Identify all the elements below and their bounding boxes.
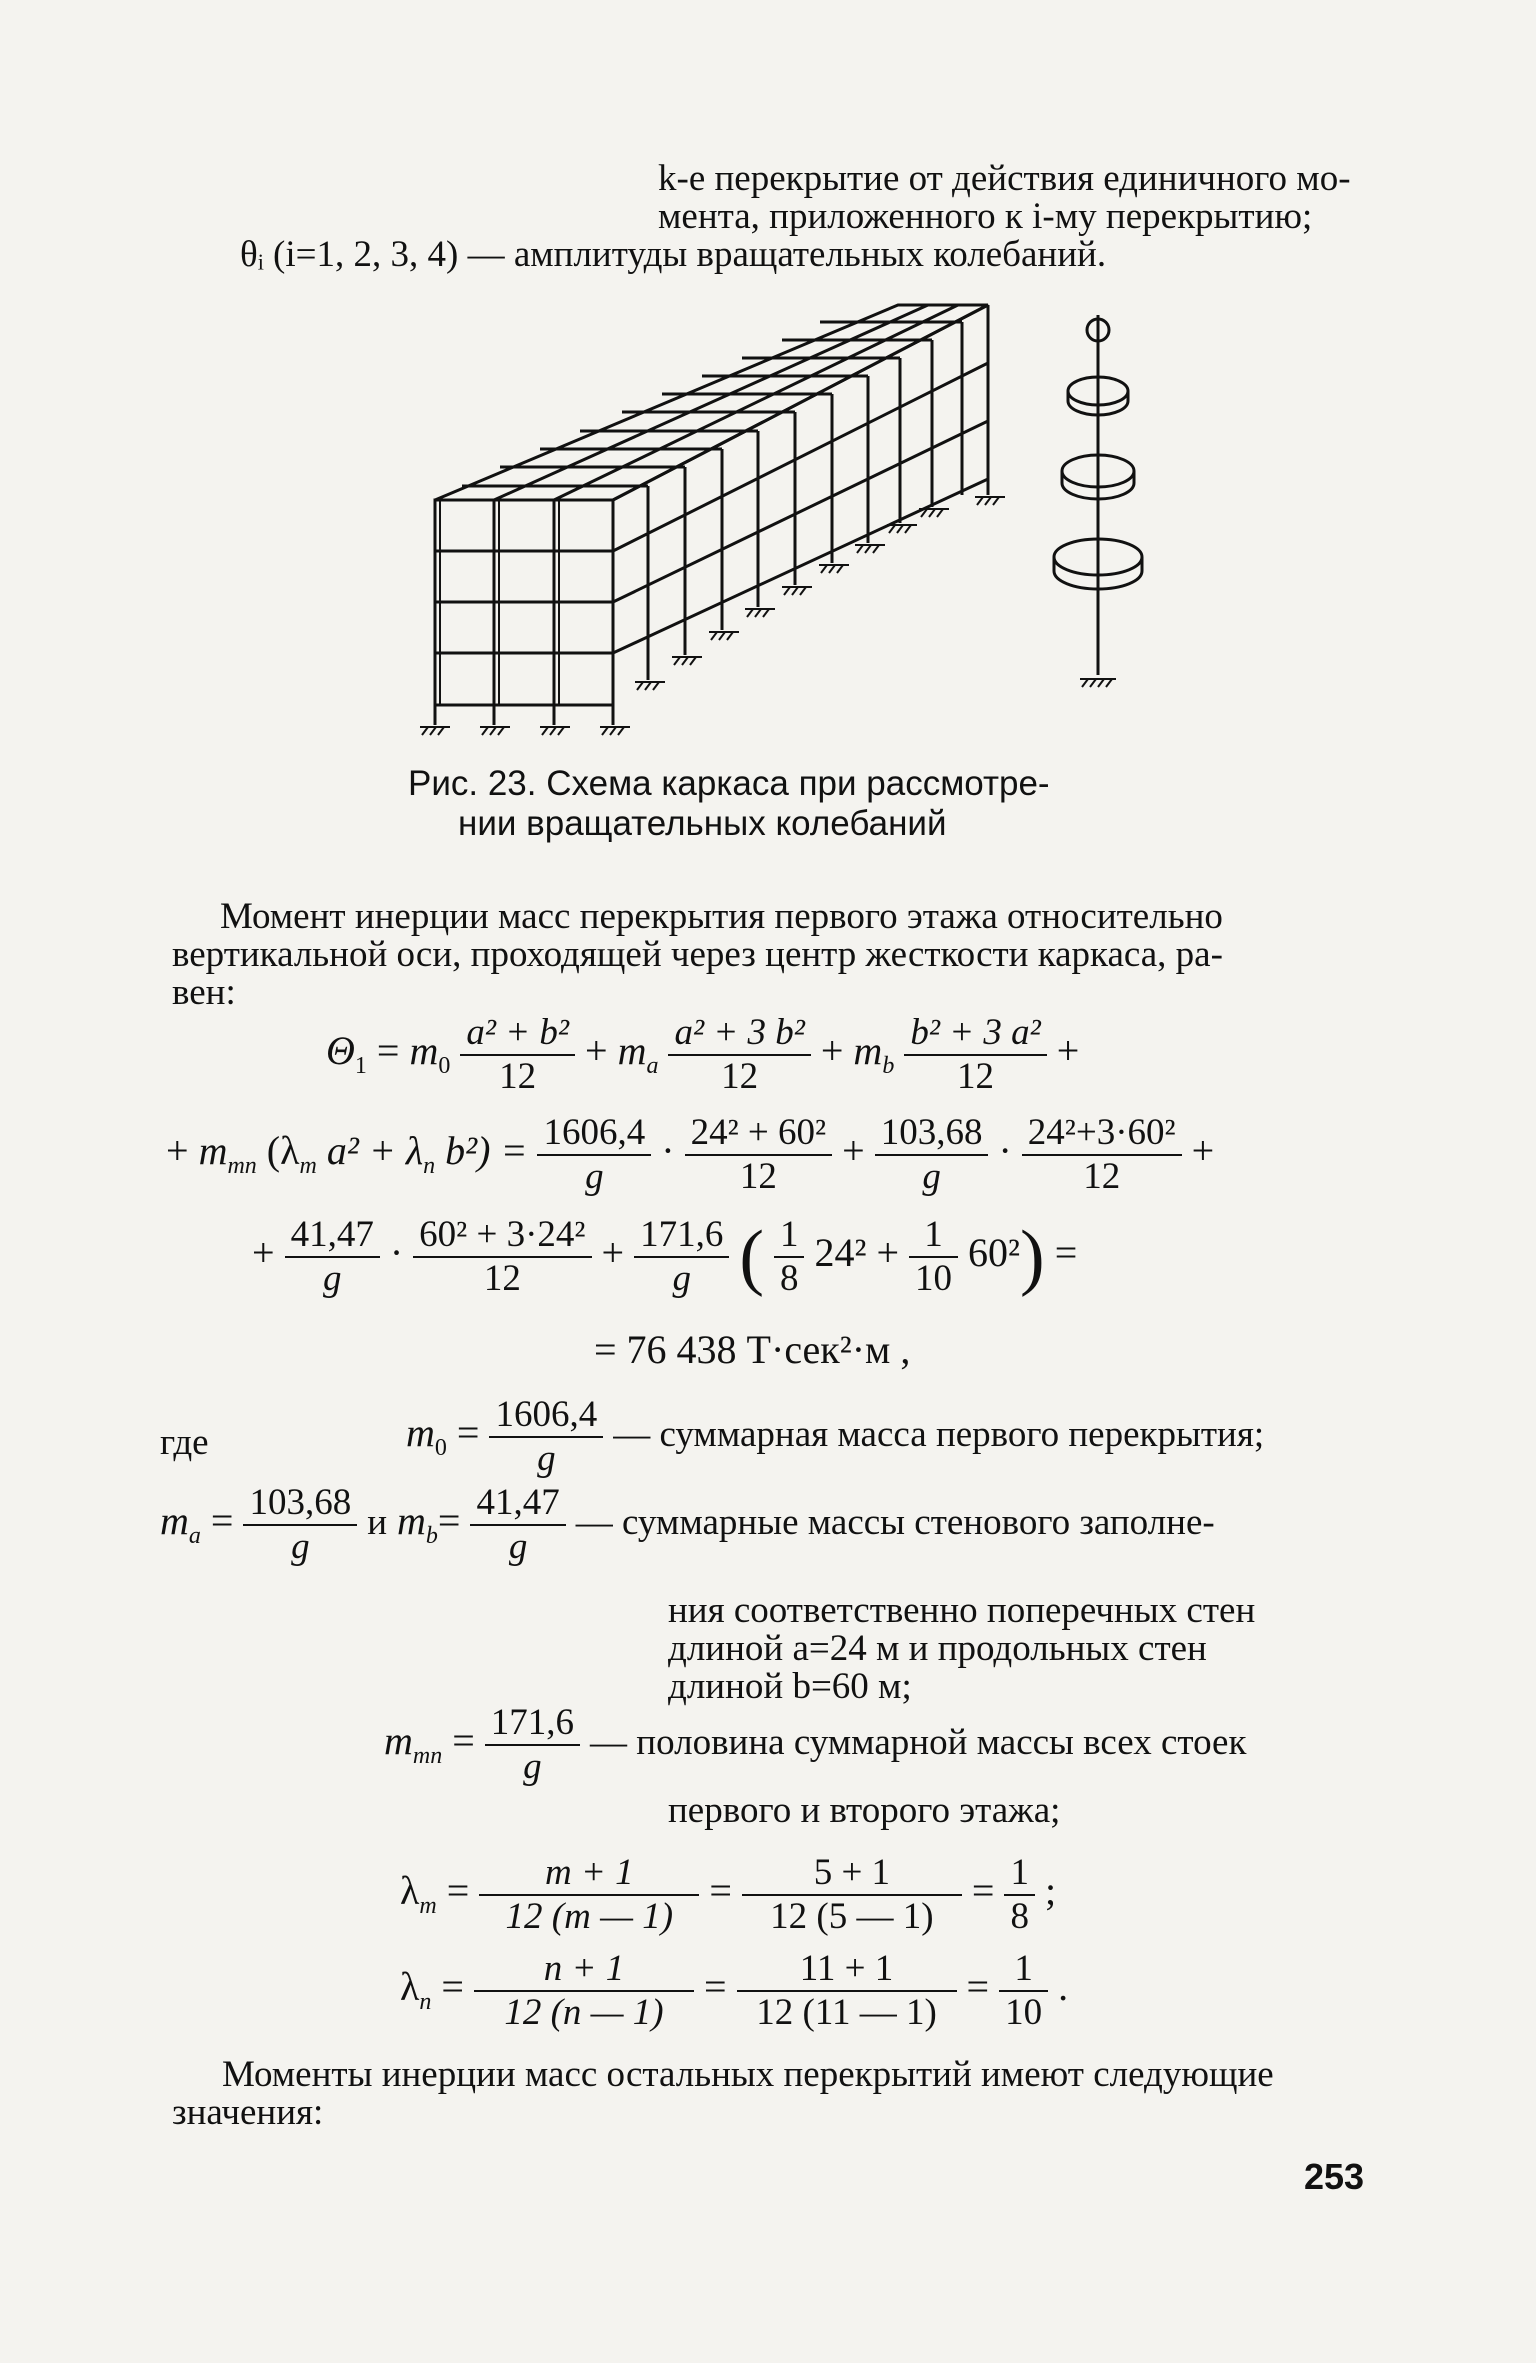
equation-line-3: + $\frac{41,47}{g}$ · $\frac{\text{60² + 3·24²}}{12}$ + $\frac{171,6}{g}$ ( $\frac{1}{8}$ 24² + $\frac{1}{10}$ 60²) =	[252, 1214, 1078, 1299]
mb-symbol: m	[853, 1028, 883, 1074]
top-line-1: k-е перекрытие от действия единичного мо-	[658, 158, 1351, 199]
fraction-10	[634, 1214, 729, 1300]
fraction-1-den: 12	[499, 1056, 537, 1097]
fraction-8-num: 41,47	[290, 1214, 374, 1255]
fraction-3-num: b² + 3 a²	[910, 1012, 1041, 1053]
top-line-2: мента, приложенного к i-му перекрытию;	[658, 196, 1313, 237]
equation-line-2: + $m_{mn}$ ($\lambda_m$ $a^2 + \lambda_n$ b²) = $\frac{1606,4}{g}$ · $\frac{\text{24² + 60²}}{12}$ + $\frac{103,68}{g}$ · $\frac{\text{24²+3·60²}}{12}$ +	[166, 1112, 1215, 1197]
mmn-symbol: m	[198, 1128, 228, 1174]
para1-line-1: Момент инерции масс перекрытия первого этажа относительно	[220, 896, 1223, 937]
fraction-12-num: 1	[924, 1214, 943, 1255]
term-24: 24² +	[814, 1230, 900, 1276]
def-ma-subscript: a	[188, 1523, 201, 1550]
lambda-mid: a² + λ	[326, 1128, 424, 1174]
top-line-3: θᵢ (i=1, 2, 3, 4) — амплитуды вращательных колебаний.	[240, 234, 1107, 275]
lambda-n-subscript: n	[423, 1153, 436, 1180]
fraction-1-num: a² + b²	[466, 1012, 569, 1053]
def-mmn-den: g	[523, 1746, 542, 1787]
def-mmn: $m_{mn}$ = $\frac{171,6}{g}$ — половина суммарной массы всех стоек	[384, 1702, 1247, 1787]
def-ma-cont-3: длиной b=60 м;	[668, 1666, 912, 1707]
fraction-8-den: g	[322, 1258, 342, 1299]
term-60: 60²	[968, 1230, 1021, 1276]
def-mb-den: g	[508, 1526, 528, 1567]
lambda-m-fraction-2	[742, 1852, 962, 1938]
def-m0: $m_0$ = $\frac{1606,4}{g}$ — суммарная масса первого перекрытия;	[406, 1394, 1265, 1479]
def-m0-den: g	[537, 1438, 556, 1479]
def-mb-fraction	[470, 1482, 565, 1568]
lambda-m-den-3: 8	[1010, 1896, 1029, 1937]
mb-subscript: b	[882, 1053, 895, 1080]
lambda-n-num-2: 11 + 1	[799, 1948, 894, 1989]
fraction-12-den: 10	[915, 1258, 953, 1299]
fraction-12	[909, 1214, 958, 1300]
front-face-grid	[435, 500, 613, 725]
fraction-7	[1022, 1112, 1182, 1198]
def-ma-symbol: m	[160, 1498, 189, 1544]
def-mb-subscript: b	[425, 1523, 438, 1550]
def-mmn-subscript: mn	[412, 1743, 443, 1770]
def-mmn-fraction	[485, 1702, 580, 1788]
fraction-3	[904, 1012, 1046, 1098]
lambda-n-num-1: n + 1	[543, 1948, 625, 1989]
mmn-subscript: mn	[227, 1153, 257, 1180]
fraction-2	[668, 1012, 810, 1098]
fraction-5-den: 12	[739, 1156, 777, 1197]
def-mmn-num: 171,6	[490, 1702, 575, 1743]
fraction-4-num: 1606,4	[543, 1112, 646, 1153]
fraction-5	[685, 1112, 833, 1198]
lambda-m-equation: $\lambda_m$ = $\frac{m + 1}{12 (m — 1)}$ = $\frac{5 + 1}{12 (5 — 1)}$ = $\frac{1}{8}$ ;	[400, 1852, 1057, 1937]
lambda-m-fraction-3	[1004, 1852, 1035, 1938]
para1-line-3: вен:	[172, 972, 236, 1013]
para1-line-2: вертикальной оси, проходящей через центр жесткости каркаса, ра-	[172, 934, 1223, 975]
def-and: и	[367, 1502, 388, 1544]
frame-figure	[400, 295, 1160, 745]
page-number: 253	[1304, 2156, 1365, 2197]
lambda-n-den-3: 10	[1005, 1992, 1043, 2033]
lambda-n-den-2: 12 (11 — 1)	[756, 1992, 937, 2033]
fraction-4-den: g	[585, 1156, 604, 1197]
fraction-10-den: g	[672, 1258, 691, 1299]
lambda-n-equation: $\lambda_n$ = $\frac{n + 1}{12 (n — 1)}$ = $\frac{11 + 1}{12 (11 — 1)}$ = $\frac{1}{10}$ .	[400, 1948, 1069, 2033]
def-ma-den: g	[291, 1526, 310, 1567]
def-mb-symbol: m	[397, 1498, 426, 1544]
lambda-m-den-2: 12 (5 — 1)	[770, 1896, 934, 1937]
equation-result: = 76 438 Т·сек²·м ,	[594, 1327, 911, 1372]
fraction-6	[875, 1112, 989, 1198]
fraction-3-den: 12	[957, 1056, 995, 1097]
def-mmn-cont: первого и второго этажа;	[668, 1790, 1061, 1831]
lambda-n-fraction-1	[474, 1948, 694, 2034]
fraction-7-den: 12	[1083, 1156, 1121, 1197]
m0-subscript: 0	[438, 1053, 451, 1080]
fraction-6-den: g	[922, 1156, 941, 1197]
def-mmn-symbol: m	[384, 1718, 413, 1764]
fraction-9-num: 60² + 3·24²	[419, 1214, 586, 1255]
ma-subscript: a	[646, 1053, 659, 1080]
lambda-end: b²) =	[445, 1128, 528, 1174]
lambda-n-den-1: 12 (n — 1)	[504, 1992, 664, 2033]
equation-line-1: $\Theta_1 = m_0$ $\frac{\text{a² + b²}}{12}$ + $m_a$ $\frac{\text{a² + 3 b²}}{12}$ + $m_b$ $\frac{\text{b² + 3 a²}}{12}$ +	[326, 1012, 1080, 1097]
lambda-n-fraction-3	[999, 1948, 1048, 2034]
lambda-n-fraction-2	[737, 1948, 957, 2034]
theta-subscript: 1	[354, 1053, 367, 1080]
lambda-m-num-2: 5 + 1	[813, 1852, 891, 1893]
fraction-11-num: 1	[779, 1214, 799, 1255]
def-m0-fraction	[489, 1394, 603, 1480]
fraction-11-den: 8	[779, 1258, 799, 1299]
def-ma-fraction	[243, 1482, 357, 1568]
fraction-2-num: a² + 3 b²	[674, 1012, 805, 1053]
def-ma-num: 103,68	[249, 1482, 352, 1523]
fraction-1	[460, 1012, 575, 1098]
lambda-m-subscript: m	[299, 1153, 317, 1180]
def-mmn-desc: — половина суммарной массы всех стоек	[590, 1722, 1247, 1764]
figure-caption-line-1: Рис. 23. Схема каркаса при рассмотре-	[408, 764, 1050, 803]
def-ma-cont-1: ния соответственно поперечных стен	[668, 1590, 1256, 1631]
fraction-7-num: 24²+3·60²	[1027, 1112, 1176, 1153]
lambda-m-num-3: 1	[1010, 1852, 1029, 1893]
fraction-8	[285, 1214, 380, 1300]
def-ma-cont-2: длиной a=24 м и продольных стен	[668, 1628, 1207, 1669]
fraction-9	[413, 1214, 591, 1300]
def-mb-num: 41,47	[476, 1482, 560, 1523]
def-m0-desc: — суммарная масса первого перекрытия;	[613, 1414, 1265, 1456]
lambda-m-den-1: 12 (m — 1)	[505, 1896, 674, 1937]
para2-line-1: Моменты инерции масс остальных перекрытий имеют следующие	[222, 2054, 1274, 2095]
def-m0-num: 1606,4	[495, 1394, 598, 1435]
lambda-m-num-1: m + 1	[544, 1852, 634, 1893]
lambda-n-num-3: 1	[1014, 1948, 1033, 1989]
fraction-4	[537, 1112, 651, 1198]
gde-word: где	[160, 1422, 209, 1463]
theta-symbol: Θ	[326, 1028, 355, 1074]
fraction-5-num: 24² + 60²	[690, 1112, 827, 1153]
fraction-11	[774, 1214, 805, 1300]
def-ma-desc: — суммарные массы стенового заполне-	[575, 1502, 1215, 1544]
rotational-model	[1054, 315, 1142, 687]
figure-caption-line-2: нии вращательных колебаний	[458, 804, 947, 843]
m0-symbol: m	[409, 1028, 439, 1074]
def-m0-subscript: 0	[434, 1435, 447, 1462]
def-ma-mb: $m_a$ = $\frac{103,68}{g}$ и $m_b=$ $\frac{41,47}{g}$ — суммарные массы стенового заполне-	[160, 1482, 1215, 1567]
def-m0-symbol: m	[406, 1410, 435, 1456]
ma-symbol: m	[617, 1028, 647, 1074]
fraction-6-num: 103,68	[880, 1112, 983, 1153]
fraction-9-den: 12	[483, 1258, 521, 1299]
fraction-2-den: 12	[721, 1056, 759, 1097]
para2-line-2: значения:	[172, 2092, 324, 2133]
lambda-part: (λ	[266, 1128, 300, 1174]
lambda-m-fraction-1	[479, 1852, 699, 1938]
top-face-grid	[435, 305, 988, 500]
fraction-10-num: 171,6	[640, 1214, 724, 1255]
